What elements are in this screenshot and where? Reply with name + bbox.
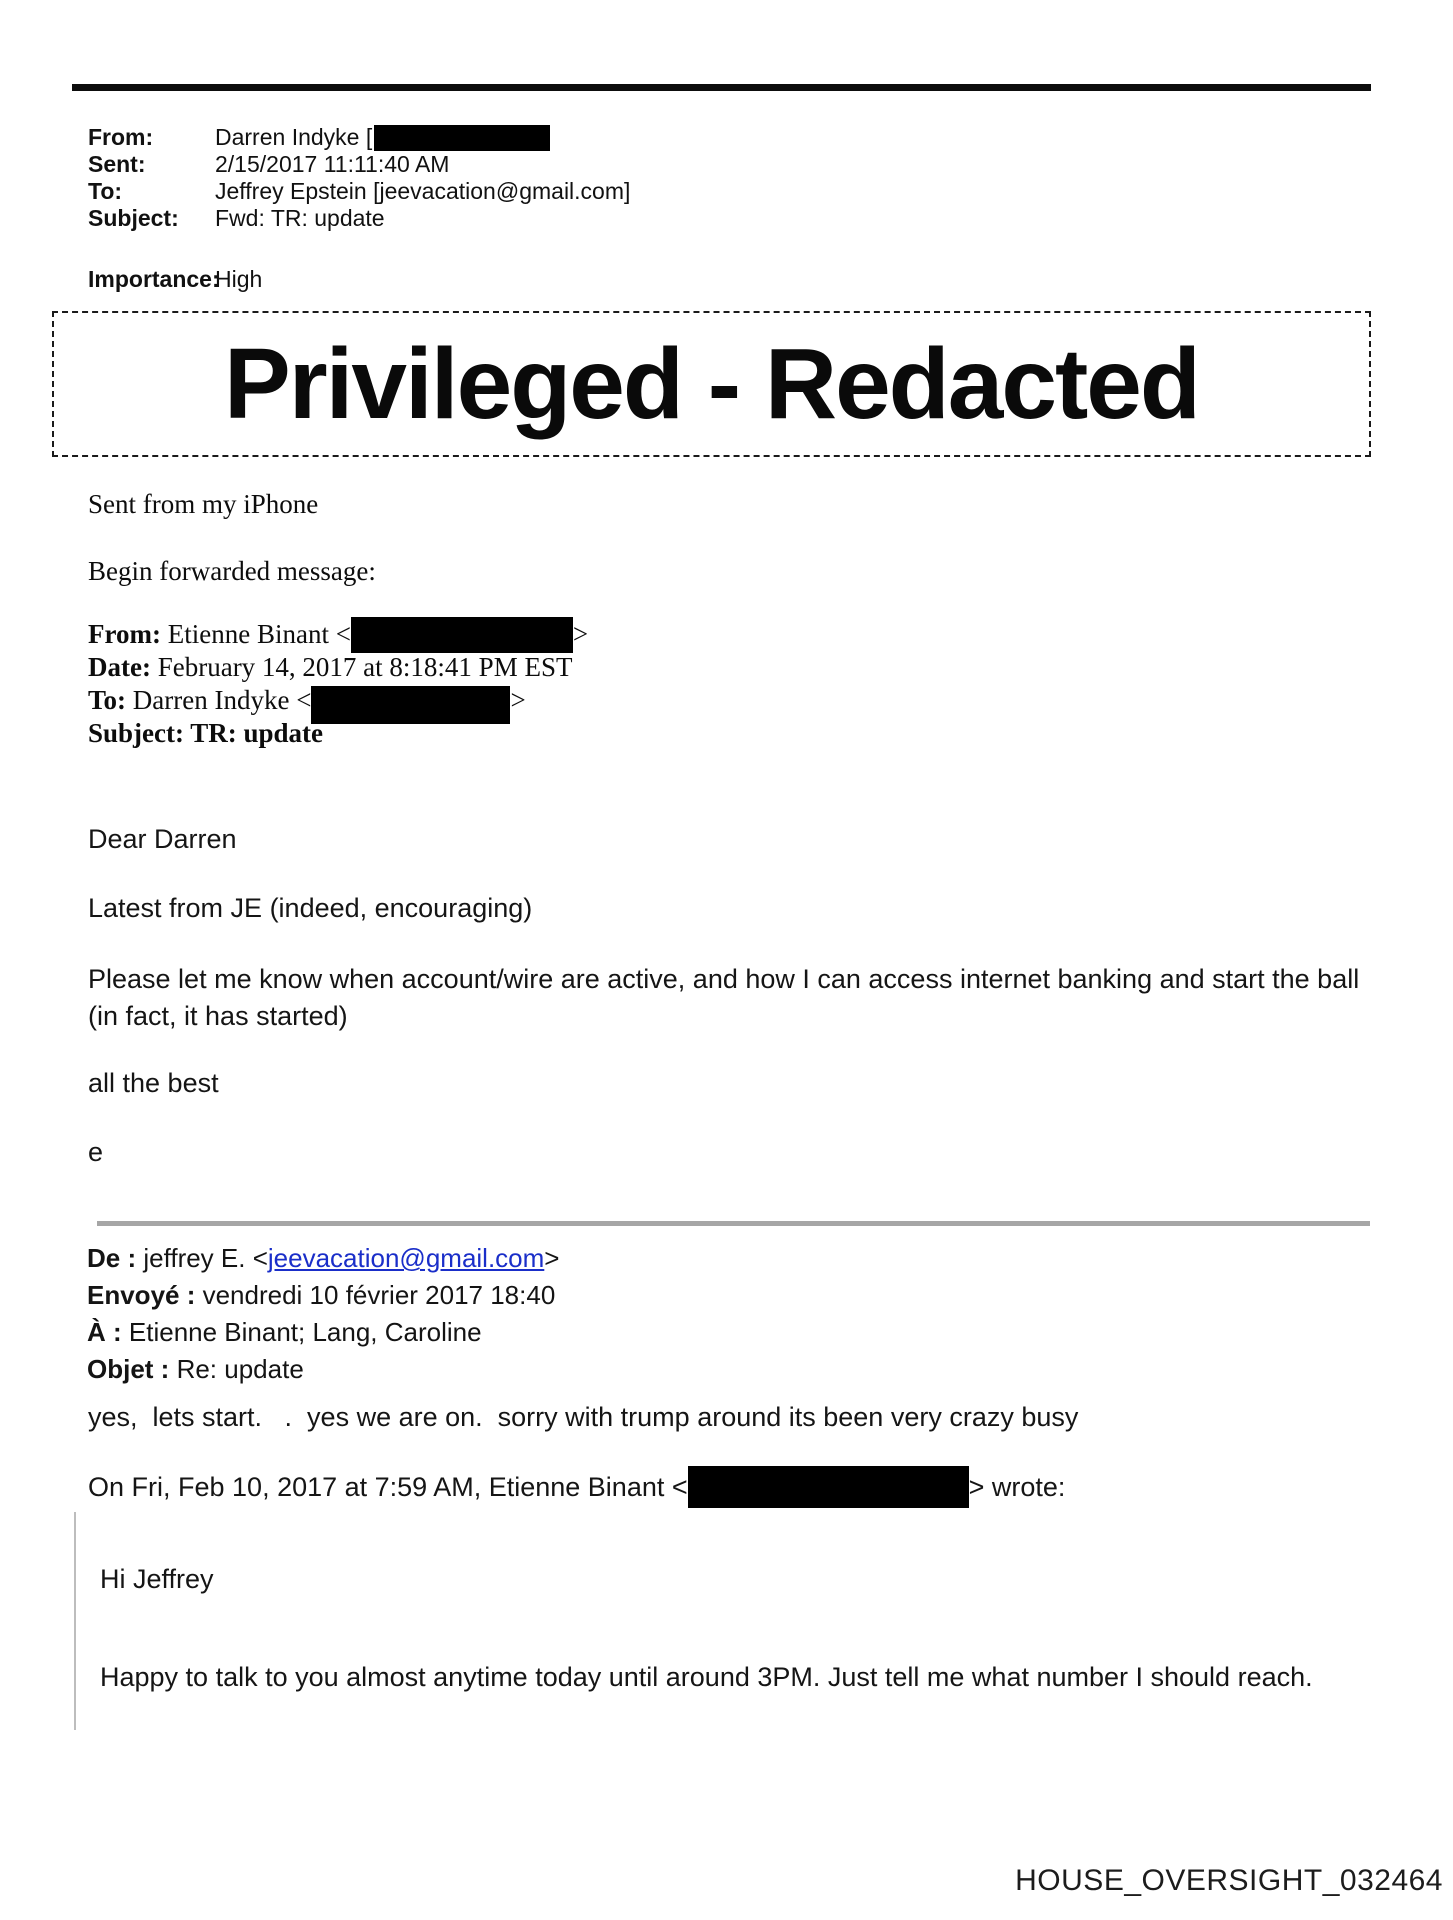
forwarded-date-label: Date: bbox=[88, 652, 151, 682]
objet-row bbox=[87, 1351, 559, 1388]
forwarded-from-value: Etienne Binant < bbox=[160, 619, 351, 649]
quoted-message-block bbox=[74, 1512, 1414, 1730]
header-row-subject bbox=[88, 205, 630, 232]
objet-label: Objet : bbox=[87, 1354, 170, 1384]
header-row-sent bbox=[88, 151, 630, 178]
privileged-redacted-text: Privileged - Redacted bbox=[224, 327, 1199, 440]
importance-label: Importance: bbox=[88, 266, 220, 292]
quoted-attribution-row bbox=[88, 1465, 1065, 1509]
jeevacation-email-link[interactable]: jeevacation@gmail.com bbox=[267, 1243, 545, 1273]
attribution-prefix: On Fri, Feb 10, 2017 at 7:59 AM, Etienne Binant < bbox=[88, 1471, 688, 1502]
forwarded-to-value: Darren Indyke < bbox=[126, 685, 312, 715]
forwarded-header bbox=[88, 618, 588, 750]
reply-separator-rule bbox=[97, 1221, 1370, 1226]
body-line-latest: Latest from JE (indeed, encouraging) bbox=[88, 893, 533, 923]
forwarded-to-row bbox=[88, 684, 588, 717]
de-suffix: > bbox=[544, 1243, 560, 1273]
forwarded-subject-value: TR: update bbox=[184, 718, 324, 748]
body-line-request: Please let me know when account/wire are active, and how I can access internet banking and start the ball (in fact, it has started) bbox=[88, 964, 1360, 1031]
body-signature: e bbox=[88, 1137, 104, 1167]
email-header bbox=[88, 124, 630, 232]
from-value: Darren Indyke [ bbox=[215, 124, 373, 150]
from-label: From: bbox=[88, 124, 154, 150]
envoye-label: Envoyé : bbox=[87, 1280, 196, 1310]
redaction-box-attribution-email bbox=[688, 1466, 969, 1508]
to-value: Jeffrey Epstein [jeevacation@gmail.com] bbox=[215, 178, 631, 204]
redaction-box-forwarded-from bbox=[351, 617, 573, 653]
subject-value: Fwd: TR: update bbox=[215, 205, 385, 231]
subject-label: Subject: bbox=[88, 205, 179, 231]
to-label: To: bbox=[88, 178, 123, 204]
privileged-redacted-banner bbox=[52, 311, 1371, 457]
objet-value: Re: update bbox=[169, 1354, 304, 1384]
quoted-body: Happy to talk to you almost anytime today until around 3PM. Just tell me what number I should reach. bbox=[100, 1662, 1313, 1692]
redaction-box-forwarded-to bbox=[311, 686, 510, 724]
sent-label: Sent: bbox=[88, 151, 146, 177]
de-label: De : bbox=[87, 1243, 137, 1273]
header-row-from bbox=[88, 124, 630, 151]
french-reply-header bbox=[87, 1240, 559, 1388]
header-top-rule bbox=[72, 84, 1371, 91]
forwarded-to-suffix: > bbox=[510, 685, 526, 715]
header-row-to bbox=[88, 178, 630, 205]
forwarded-from-label: From: bbox=[88, 619, 161, 649]
a-row bbox=[87, 1314, 559, 1351]
sent-value: 2/15/2017 11:11:40 AM bbox=[215, 151, 450, 177]
sent-from-iphone-line: Sent from my iPhone bbox=[88, 489, 319, 519]
importance-value: High bbox=[215, 266, 263, 292]
forwarded-date-row bbox=[88, 651, 588, 684]
a-label: À : bbox=[87, 1317, 122, 1347]
forwarded-from-suffix: > bbox=[572, 619, 589, 649]
reply-text: yes, lets start. . yes we are on. sorry with trump around its been very crazy busy bbox=[88, 1402, 1079, 1432]
redaction-box-from-email bbox=[374, 125, 550, 151]
de-value: jeffrey E. < bbox=[136, 1243, 268, 1273]
de-row bbox=[87, 1240, 559, 1277]
forwarded-subject-label: Subject: bbox=[88, 718, 184, 748]
envoye-row bbox=[87, 1277, 559, 1314]
body-line-closing: all the best bbox=[88, 1068, 219, 1098]
quoted-greeting: Hi Jeffrey bbox=[100, 1564, 214, 1594]
a-value: Etienne Binant; Lang, Caroline bbox=[121, 1317, 482, 1347]
forwarded-from-row bbox=[88, 618, 588, 651]
envoye-value: vendredi 10 février 2017 18:40 bbox=[195, 1280, 556, 1310]
begin-forwarded-line: Begin forwarded message: bbox=[88, 556, 376, 586]
importance-row bbox=[88, 266, 262, 293]
bates-number: HOUSE_OVERSIGHT_032464 bbox=[1015, 1864, 1443, 1897]
forwarded-date-value: February 14, 2017 at 8:18:41 PM EST bbox=[150, 652, 573, 682]
forwarded-to-label: To: bbox=[88, 685, 127, 715]
body-greeting: Dear Darren bbox=[88, 824, 237, 854]
attribution-suffix: > wrote: bbox=[968, 1471, 1066, 1502]
